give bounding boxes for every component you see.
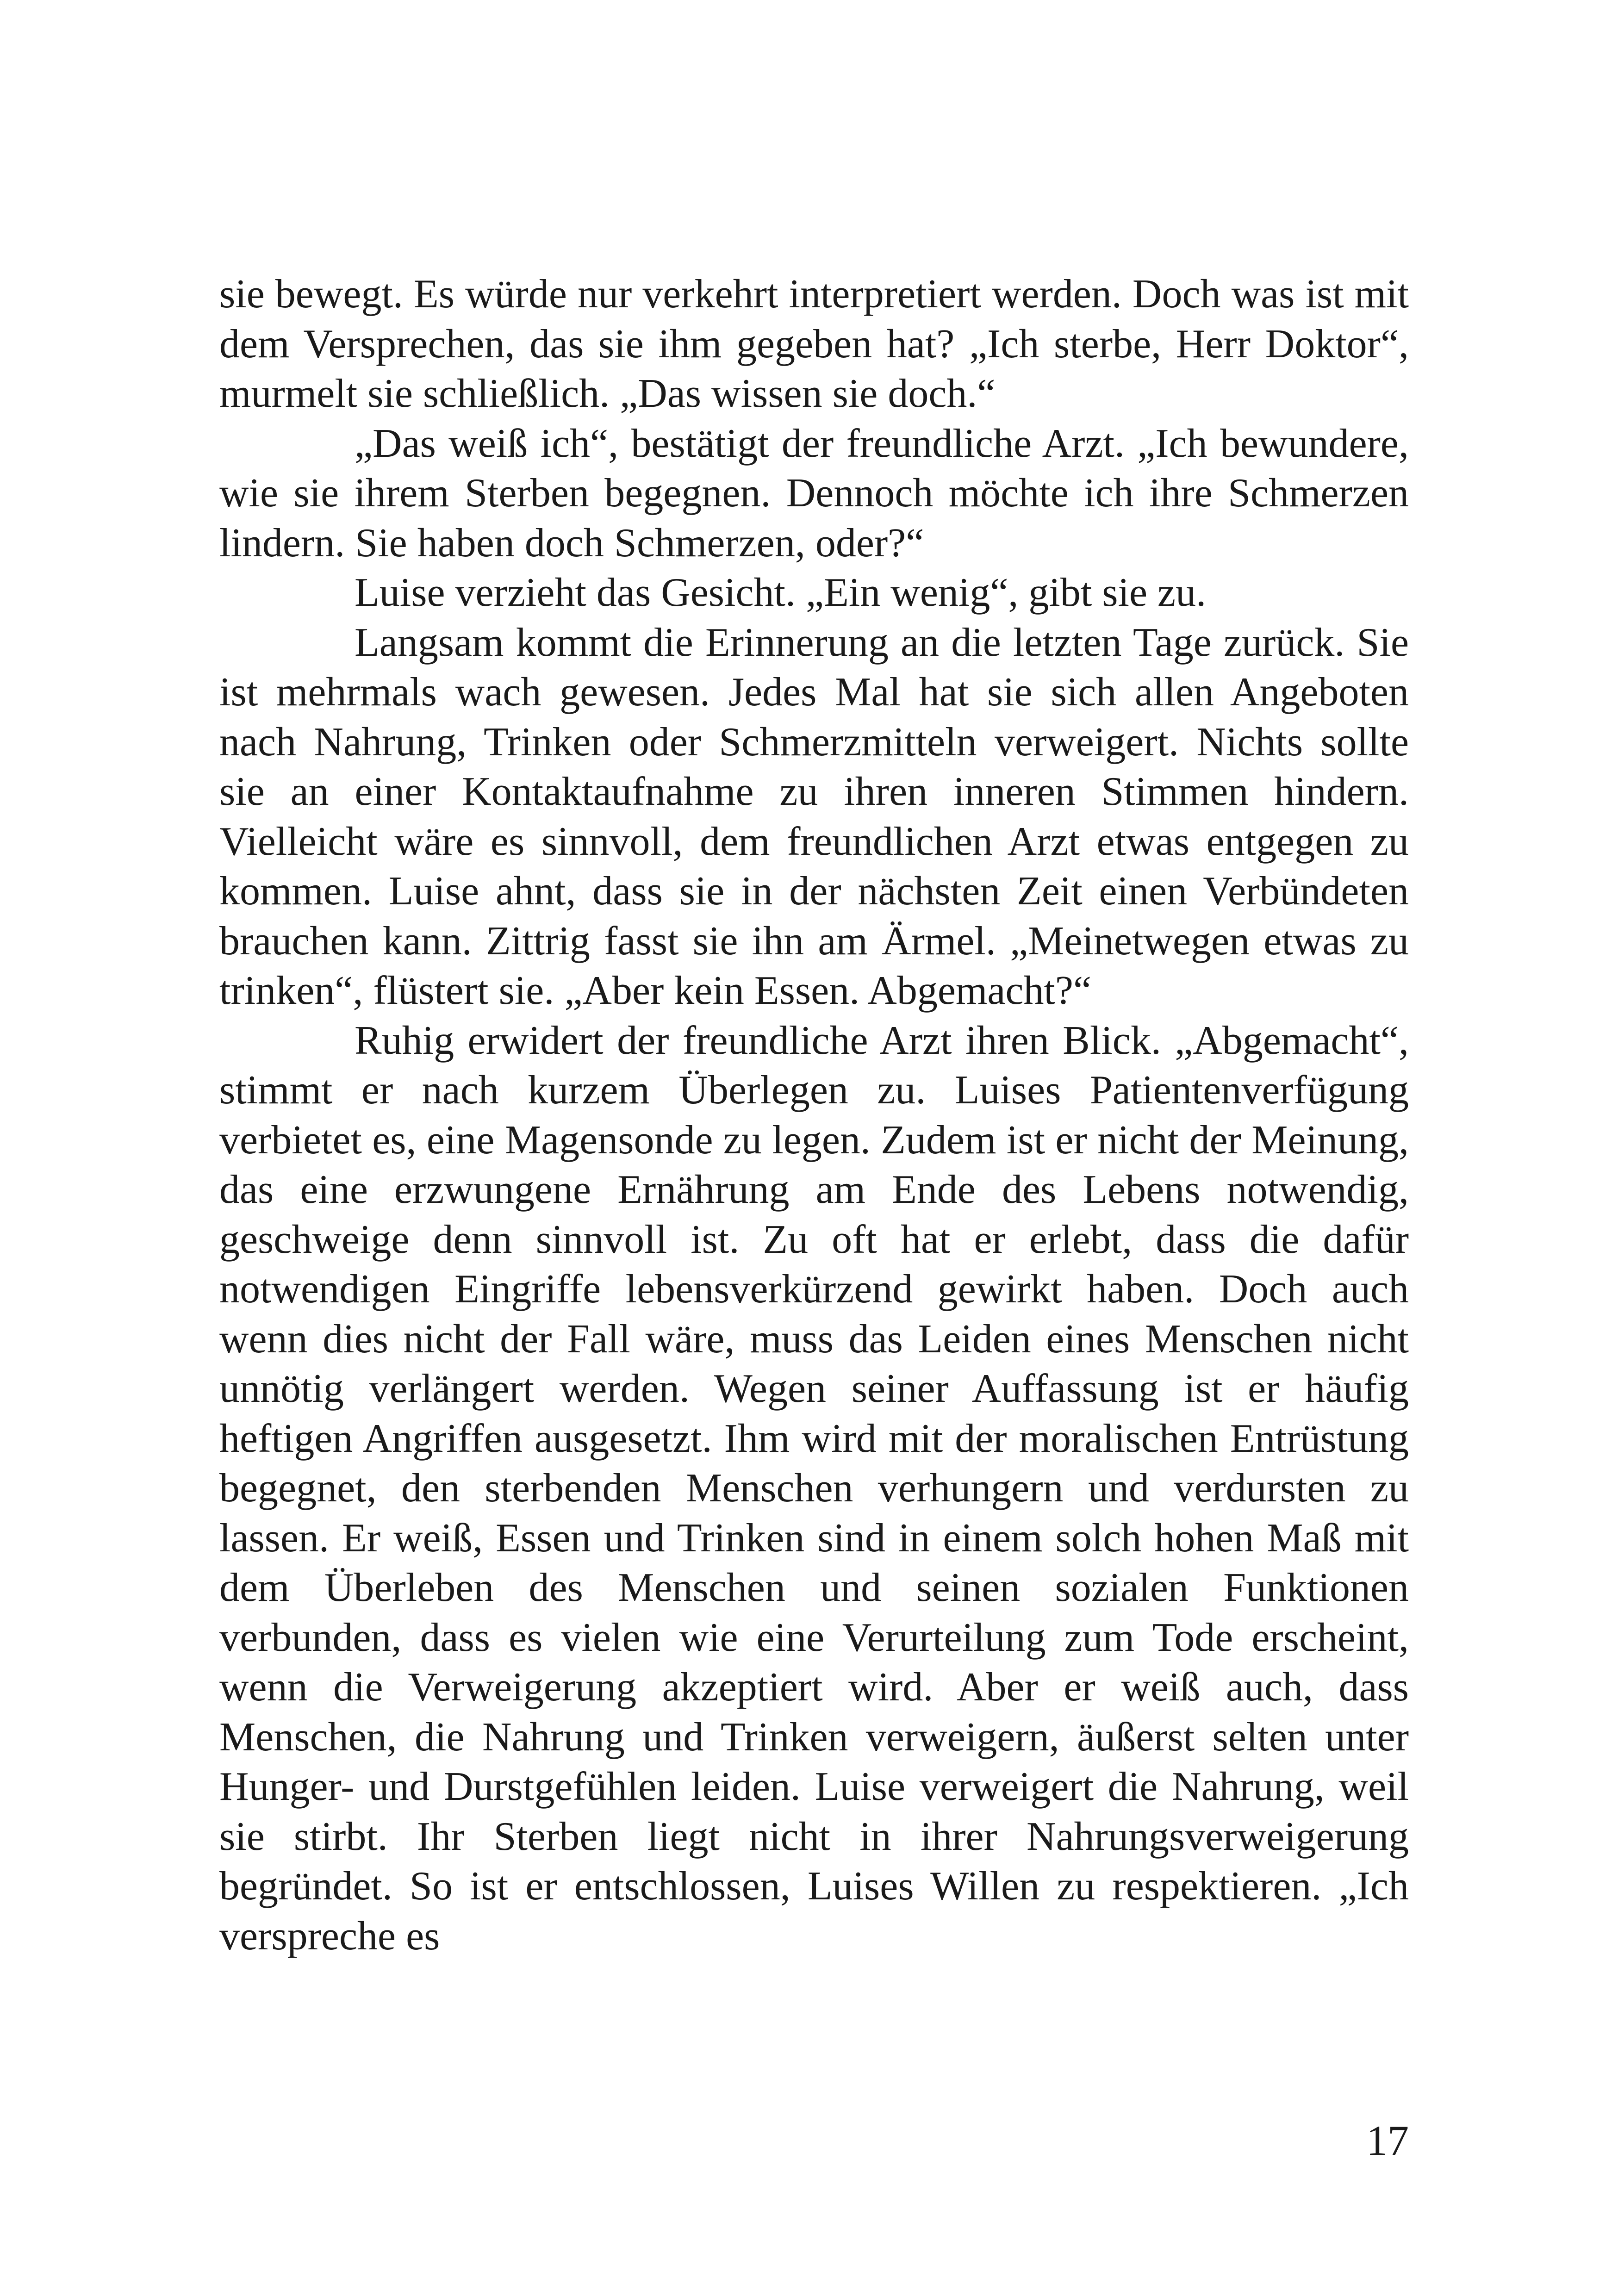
paragraph-4: Langsam kommt die Erinnerung an die letzten Tage zurück. Sie ist mehrmals wach gewesen. Jedes Mal hat sie sich allen Angeboten nach Nahrung, Trinken oder Schmerzmitteln verweigert. Nichts sollte sie an einer Kontaktaufnahme zu ihren inneren Stimmen hindern. Vielleicht wäre es sinnvoll, dem freundlichen Arzt etwas entgegen zu kommen. Luise ahnt, dass sie in der nächsten Zeit einen Verbündeten brauchen kann. Zittrig fasst sie ihn am Ärmel. „Meinetwegen etwas zu trinken“, flüstert sie. „Aber kein Essen. Abgemacht?“ — [219, 620, 1409, 1013]
paragraph-2: „Das weiß ich“, bestätigt der freundliche Arzt. „Ich bewundere, wie sie ihrem Sterben begegnen. Dennoch möchte ich ihre Schmerzen lindern. Sie haben doch Schmerzen, oder?“ — [219, 421, 1409, 566]
paragraph-3: Luise verzieht das Gesicht. „Ein wenig“, gibt sie zu. — [355, 570, 1207, 615]
page-number: 17 — [1366, 2117, 1409, 2164]
paragraph-1: sie bewegt. Es würde nur verkehrt interpretiert werden. Doch was ist mit dem Versprechen, das sie ihm gegeben hat? „Ich sterbe, Herr Doktor“, murmelt sie schließlich. „Das wissen sie doch.“ — [219, 272, 1409, 416]
paragraph-5: Ruhig erwidert der freundliche Arzt ihren Blick. „Abgemacht“, stimmt er nach kurzem Überlegen zu. Luises Patientenverfügung verbietet es, eine Magensonde zu legen. Zudem ist er nicht der Meinung, das eine erzwungene Ernährung am Ende des Lebens notwendig, geschweige denn sinnvoll ist. Zu oft hat er erlebt, dass die dafür notwendigen Eingriffe lebensverkürzend gewirkt haben. Doch auch wenn dies nicht der Fall wäre, muss das Leiden eines Menschen nicht unnötig verlängert werden. Wegen seiner Auffassung ist er häufig heftigen Angriffen ausgesetzt. Ihm wird mit der moralischen Entrüstung begegnet, den sterbenden Menschen verhungern und verdursten zu lassen. Er weiß, Essen und Trinken sind in einem solch hohen Maß mit dem Überleben des Menschen und seinen sozialen Funktionen verbunden, dass es vielen wie eine Verurteilung zum Tode erscheint, wenn die Verweigerung akzeptiert wird. Aber er weiß auch, dass Menschen, die Nahrung und Trinken verweigern, äußerst selten unter Hunger- und Durstgefühlen leiden. Luise verweigert die Nahrung, weil sie stirbt. Ihr Sterben liegt nicht in ihrer Nahrungsverweigerung begründet. So ist er entschlossen, Luises Willen zu respektieren. „Ich verspreche es — [219, 1018, 1409, 1959]
body-text — [219, 269, 1409, 1961]
